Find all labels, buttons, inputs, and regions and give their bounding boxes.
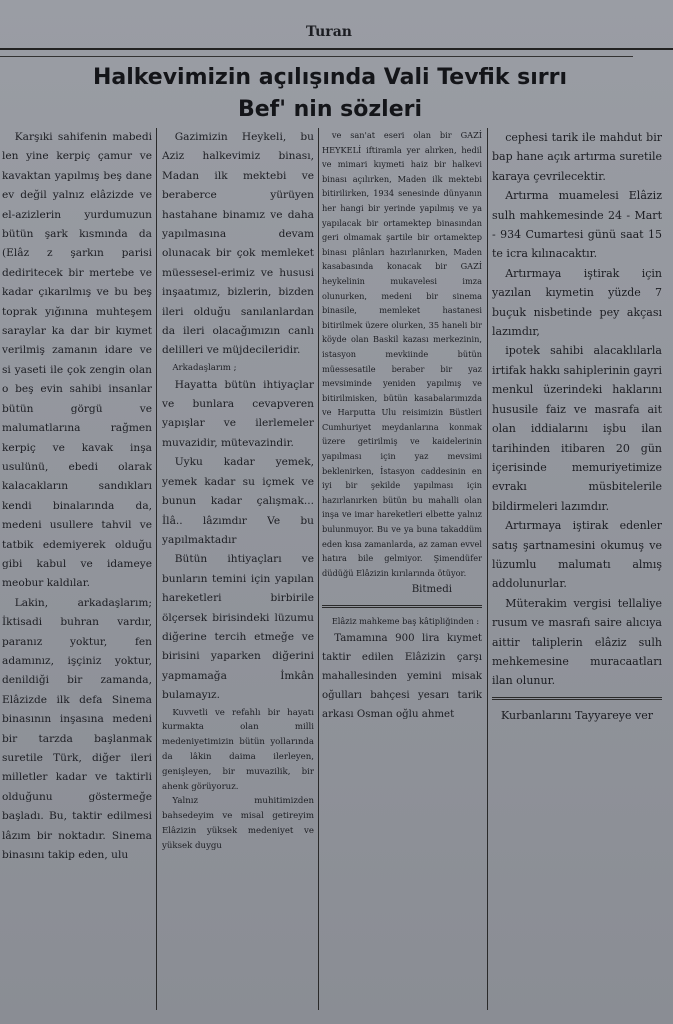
- column-separator: [487, 128, 488, 1010]
- masthead-rule: [0, 56, 633, 57]
- campaign-slogan: Kurbanlarını Tayyareye ver: [501, 708, 653, 722]
- notice-paragraph: Müterakim vergisi tellaliye rusum ve masrafı saire alıcıya aittir taliplerin elâziz sulh mehkemesine muracaatları ilan olunur.: [492, 596, 662, 688]
- column-separator: [318, 128, 319, 1010]
- notice-paragraph: Artırmaya iştirak için yazılan kıymetin yüzde 7 buçuk nisbetinde pey akçası lazımdır,: [492, 266, 662, 339]
- continued-note: Bitmedi: [411, 584, 452, 596]
- paragraph: Bütün ihtiyaçları ve bunların temini için yapılan hareketleri birbirile ölçersek birisindeki lüzumu diğerine tercih etmeğe ve birisini yaparken diğerini yapmamağa İmkân bulamayız.: [162, 553, 314, 702]
- paragraph: Lakin, arkadaşlarım; İktisadi buhran vardır, paranız yoktur, fen adamınız, işçiniz yoktur, denildiği bir zamanda, Elâzizde ilk defa Sinema binasının inşasına medeni bir tarzda başlanmak suretile Türk, diğer ileri milletler kadar ve taktirli olduğunu göstermeğe başladı. Bu, taktir edilmesi lâzım bir noktadır. Sinema binasını takip eden, ulu: [2, 596, 152, 862]
- paragraph-small: Kuvvetli ve refahlı bir hayatı kurmakta olan milli medeniyetimizin bütün yollarında da lâkin daima ilerleyen, genişleyen, bir muvazilik, bir ahenk görüyoruz.: [162, 707, 314, 792]
- paragraph-small: Arkadaşlarım ;: [172, 362, 237, 373]
- article-column-3: [322, 128, 482, 1010]
- notice-paragraph: Artırma muamelesi Elâziz sulh mahkemesinde 24 - Mart - 934 Cumartesi günü saat 15 te icra kılınacaktır.: [492, 189, 662, 261]
- notice-paragraph: cephesi tarik ile mahdut bir bap hane açık artırma suretile karaya çevrilecektir.: [492, 131, 662, 183]
- headline-line-1: Halkevimizin açılışında Vali Tevfik sırrı: [92, 65, 568, 90]
- notice-paragraph: Tamamına 900 lira kıymet taktir edilen Elâzizin çarşı mahallesinden yemini misak oğulları bahçesi yesarı tarik arkası Osman oğlu ahmet: [322, 633, 482, 720]
- headline-line-2: Bef' nin sözleri: [237, 97, 423, 122]
- column-separator: [156, 128, 157, 1010]
- masthead: [0, 18, 673, 50]
- headline: [10, 62, 650, 126]
- paragraph-small: Yalnız muhitimizden bahsedeyim ve misal getireyim Elâzizin yüksek medeniyet ve yüksek duygu: [162, 796, 314, 851]
- notice-paragraph: Artırmaya iştirak edenler satış şartnamesini okumuş ve lüzumlu malumatı almış addolunurlar.: [492, 519, 662, 591]
- notice-paragraph: ipotek sahibi alacaklılarla irtifak hakkı sahiplerinin gayri menkul üzerindeki haklarını hususile faiz ve masrafa ait olan iddialarını işbu ilan tarihinden itibaren 20 gün içerisinde memuriyetimize evrakı müsbitelerile bildirmeleri lazımdır.: [492, 344, 662, 513]
- paragraph: Hayatta bütün ihtiyaçlar ve bunlara cevapveren yapışlar ve ilerlemeler muvazidir, mütevazindir.: [162, 378, 314, 449]
- article-column-2: [162, 128, 314, 1010]
- notice-heading: Elâziz mahkeme baş kâtipliğinden :: [331, 616, 480, 627]
- paragraph: ve san'at eseri olan bir GAZİ HEYKELİ iftiramla yer alırken, hedil ve mimari kıymeti haiz bir halkevi binası açılırken, Maden ilk mektebi bitirilirken, 1934 senesinde dünyanın her hangi bir yerinde yapılmış ve ya yapılacak bir ortamektep binasından geri olmamak şartile bir ortamektep binası plânları hazırlanırken, Maden kasabasında konacak bir GAZİ heykelinin mukavelesi imza olunurken, medeni bir sinema binasile, memleket hastanesi bitirilmek üzere olurken, 35 haneli bir köyde olan Baskil kazası merkezinin, istasyon mevkiinde bütün müessesatile beraber bir yaz mevsiminde yeniden yapılmış ve bitirilmisken, bütün kasabalarımızda ve Harputta Ulu reisimizin Büstleri Cumhuriyet meydanlarına konmak üzere getirilmiş ve kaidelerinin yapılması için yaz mevsimi beklenirken, İstasyon caddesinin en iyi bir şekilde yapılması için hazırlanırken bütün bu mahalli olan inşa ve imar hareketleri elbette yalnız bulunmuyor. Bu ve ya buna takaddüm eden kısa zamanlarda, az zaman evvel hatıra bile gelmiyor. Şimendüfer düdüğü Elâzizin kırılarında ötüyor.: [322, 130, 482, 578]
- section-divider: [492, 697, 662, 700]
- paragraph: Karşıki sahifenin mabedi len yine kerpiç çamur ve kavaktan yapılmış beş dane ev değil yalnız elâzizde ve el-azizlerin yurdumuzun bütün şark kısmında da (Elâz z şarkın parisi dediritecek bir mertebe ve kadar çıkarılmış ve bu beş toprak yığınına muhteşem saraylar ka dar bir kıymet verilmiş zamanın idare ve si yaseti ile çok zengin olan o beş evin sahibi insanlar bütün görgü ve malumatlarına rağmen kerpiç ve kavak inşa usulünü, ebedi olarak kalacakların sandıkları kendi binalarında da, medeni usullere tahvil ve tatbik edemiyerek olduğu gibi kabul ve idameye meobur kaldılar.: [2, 131, 152, 590]
- article-column-1: [2, 128, 152, 1010]
- masthead-title: Turan: [306, 24, 352, 40]
- paragraph: Uyku kadar yemek, yemek kadar su içmek ve bunun kadar çalışmak... İlâ.. lâzımdır Ve bu yapılmaktadır: [162, 456, 314, 546]
- section-divider: [322, 605, 482, 608]
- notice-column: [492, 128, 662, 1010]
- paragraph: Gazimizin Heykeli, bu Aziz halkevimiz binası, Madan ilk mektebi ve beraberce yürüyen hastahane binamız ve daha yapılmasına devam olunacak bir çok memleket müessesel-erimiz ve hususi inşaatımız, bizlerin, bizden ileri olduğu sanılanlardan da ileri olacağımızın canlı delilleri ve müjdecileridir.: [162, 131, 314, 357]
